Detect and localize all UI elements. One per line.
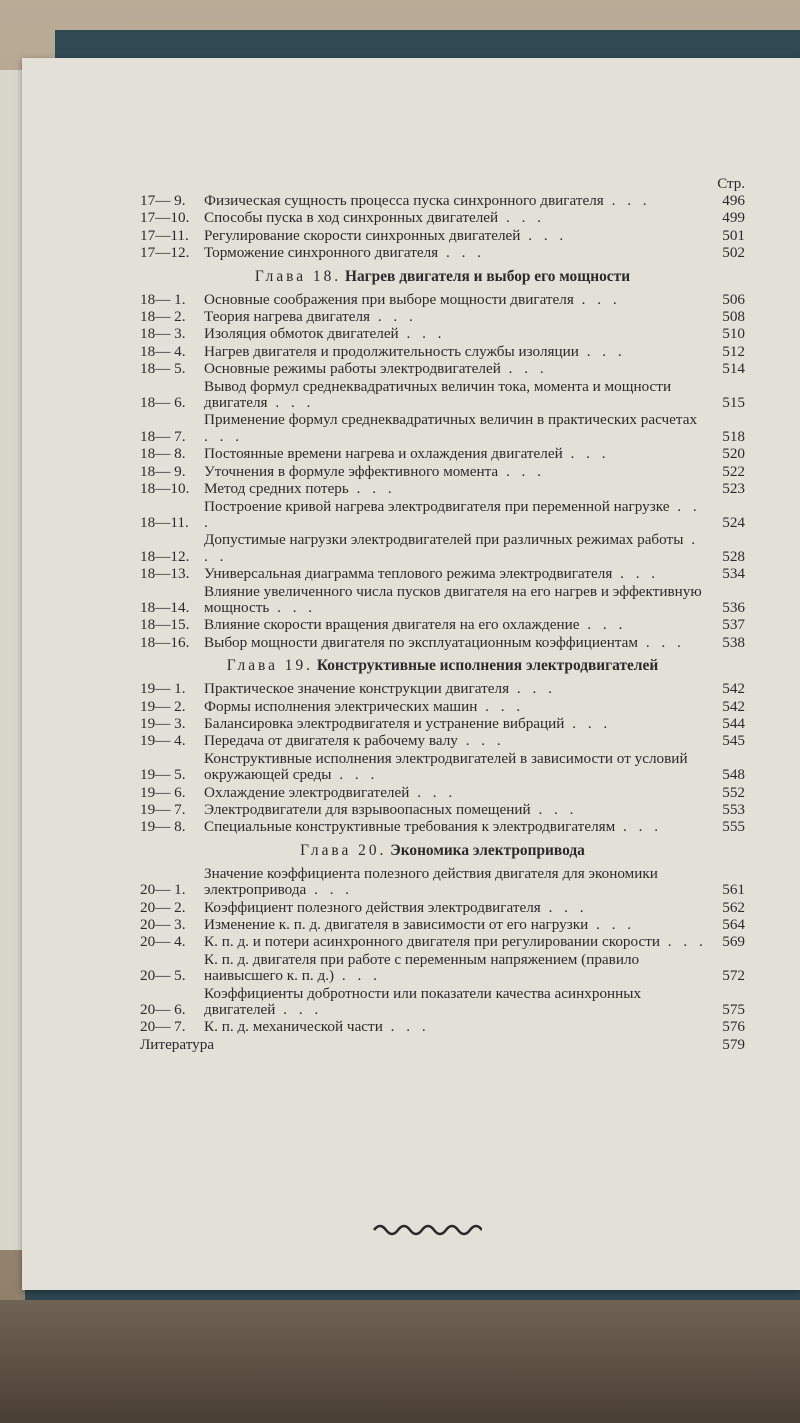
leader-dots: . . .	[509, 680, 556, 698]
toc-entry-number: 18— 3.	[140, 325, 186, 343]
toc-entry-title	[204, 681, 709, 697]
toc-entry-number: 19— 8.	[140, 818, 186, 836]
toc-entry-title	[204, 733, 709, 749]
toc-entry[interactable]	[140, 464, 745, 480]
toc-entry-number: 18—11.	[140, 513, 189, 531]
toc-entry[interactable]	[140, 900, 745, 916]
chapter-title: Конструктивные исполнения электродвигателей	[316, 657, 659, 675]
toc-entry-page: 545	[722, 732, 745, 750]
toc-entry-title	[204, 344, 709, 360]
toc-entry-page: 501	[722, 226, 745, 244]
toc-entry-text: Конструктивные исполнения электродвигателей в зависимости от условий окружающей среды	[204, 749, 688, 784]
toc-entry-title	[204, 379, 709, 412]
toc-entry-number: 18— 9.	[140, 462, 186, 480]
leader-dots: . . .	[520, 226, 568, 244]
leader-dots: . . .	[540, 898, 588, 916]
toc-entry-page: 499	[722, 209, 745, 227]
leader-dots: . . .	[370, 308, 417, 326]
toc-entry-title	[204, 917, 709, 933]
toc-entry-title	[204, 819, 709, 835]
toc-entry-number: 17—11.	[140, 226, 189, 244]
toc-entry-title	[204, 866, 709, 899]
toc-entry-title	[204, 802, 709, 818]
toc-entry-title	[204, 245, 709, 261]
toc-entry-title	[204, 446, 709, 462]
toc-entry-number: 18— 4.	[140, 342, 186, 360]
toc-entry-text: Построение кривой нагрева электродвигателя при переменной нагрузке	[204, 497, 670, 515]
leader-dots: . . .	[306, 881, 354, 899]
toc-entry-page: 562	[722, 898, 745, 916]
toc-entry-title	[204, 584, 709, 617]
toc-entry-title	[204, 481, 709, 497]
book-page	[22, 58, 800, 1290]
toc-entry-title	[204, 361, 709, 377]
toc-entry-number: 19— 2.	[140, 697, 186, 715]
chapter-heading[interactable]	[140, 268, 745, 286]
toc-entry-page: 514	[722, 360, 745, 378]
toc-entry-title	[204, 751, 709, 784]
leader-dots: . . .	[409, 783, 457, 801]
toc-entry-page: 506	[722, 290, 745, 308]
toc-entry-page: 538	[722, 633, 745, 651]
leader-dots: . . .	[578, 342, 626, 360]
toc-entry-text: К. п. д. и потери асинхронного двигателя при регулировании скорости	[204, 933, 660, 951]
toc-entry-title	[204, 785, 709, 801]
toc-entry[interactable]	[140, 934, 745, 950]
chapter-title: Нагрев двигателя и выбор его мощности	[345, 267, 631, 285]
toc-entry-text: Электродвигатели для взрывоопасных помещений	[204, 801, 531, 818]
literature-label: Литература	[140, 1035, 215, 1053]
toc-entry-text: Формы исполнения электрических машин	[204, 697, 478, 715]
leader-dots: . . .	[204, 497, 701, 531]
toc-entry[interactable]	[140, 699, 745, 715]
toc-entry-title	[204, 716, 709, 732]
toc-entry[interactable]	[140, 986, 745, 1019]
toc-entry[interactable]	[140, 326, 745, 342]
toc-entry-title	[204, 986, 709, 1019]
chapter-prefix: Глава 20.	[300, 841, 387, 859]
toc-entry[interactable]	[140, 681, 745, 697]
toc-entry-text: Физическая сущность процесса пуска синхронного двигателя	[204, 192, 604, 209]
toc-entry-text: Регулирование скорости синхронных двигателей	[204, 226, 521, 244]
leader-dots: . . .	[638, 633, 685, 651]
toc-entry[interactable]	[140, 1019, 745, 1035]
toc-entry-number: 18— 7.	[140, 427, 186, 445]
toc-entry-page: 502	[722, 244, 745, 262]
toc-entry-title	[204, 952, 709, 985]
toc-entry-page: 542	[722, 680, 745, 698]
toc-entry-page: 522	[722, 462, 745, 480]
toc-entry-text: Влияние увеличенного числа пусков двигателя на его нагрев и эффективную мощность	[204, 582, 702, 616]
toc-entry-page: 572	[722, 967, 745, 985]
toc-entry[interactable]	[140, 193, 745, 209]
toc-entry[interactable]	[140, 635, 745, 651]
toc-entry-page: 542	[722, 697, 745, 715]
toc-entry-text: Нагрев двигателя и продолжительность службы изоляции	[204, 342, 579, 360]
leader-dots: . . .	[612, 565, 660, 583]
toc-entry-text: Теория нагрева двигателя	[204, 308, 371, 326]
toc-entry-number: 19— 6.	[140, 783, 186, 801]
chapter-heading[interactable]	[140, 657, 745, 675]
toc-entry-number: 20— 3.	[140, 916, 186, 934]
literature-entry[interactable]	[140, 1037, 745, 1053]
chapter-title: Экономика электропривода	[390, 841, 585, 859]
toc-entry[interactable]	[140, 802, 745, 818]
toc-entry-text: Универсальная диаграмма теплового режима электродвигателя	[204, 565, 613, 583]
literature-page: 579	[722, 1035, 745, 1053]
toc-entry[interactable]	[140, 917, 745, 933]
toc-entry-number: 18—10.	[140, 480, 190, 498]
toc-entry-title	[204, 699, 709, 715]
toc-entry[interactable]	[140, 866, 745, 899]
toc-entry-text: Значение коэффициента полезного действия двигателя для экономики электропривода	[204, 864, 658, 899]
toc-entry[interactable]	[140, 309, 745, 325]
leader-dots: . . .	[562, 445, 610, 463]
leader-dots: . . .	[204, 531, 699, 565]
toc-entry-page: 508	[722, 308, 745, 326]
toc-entry-number: 19— 7.	[140, 801, 186, 818]
toc-entry-number: 18—12.	[140, 547, 190, 565]
decorative-ornament	[372, 1218, 482, 1238]
toc-entry-page: 515	[722, 394, 745, 412]
toc-entry[interactable]	[140, 292, 745, 308]
toc-entry[interactable]	[140, 532, 745, 565]
leader-dots: . . .	[564, 714, 612, 732]
toc-entry-title	[204, 617, 709, 633]
toc-entry-title	[204, 934, 709, 950]
toc-entry-text: Охлаждение электродвигателей	[204, 783, 410, 801]
leader-dots: . . .	[382, 1018, 430, 1036]
toc-entry-number: 17— 9.	[140, 192, 186, 209]
toc-entry-number: 20— 6.	[140, 1001, 186, 1019]
leader-dots: . . .	[573, 290, 621, 308]
toc-entry[interactable]	[140, 446, 745, 462]
toc-entry[interactable]	[140, 361, 745, 377]
toc-entry[interactable]	[140, 566, 745, 582]
chapter-prefix: Глава 19.	[226, 657, 314, 675]
toc-entry-number: 20— 4.	[140, 933, 186, 951]
toc-entry[interactable]	[140, 481, 745, 497]
toc-entry[interactable]	[140, 819, 745, 835]
toc-entry[interactable]	[140, 716, 745, 732]
toc-entry-text: К. п. д. двигателя при работе с переменным напряжением (правило наивысшего к. п. д.)	[204, 950, 640, 985]
leader-dots: . . .	[498, 209, 545, 227]
leader-dots: . . .	[267, 394, 315, 412]
toc-entry-title	[204, 292, 709, 308]
leader-dots: . . .	[588, 916, 636, 934]
toc-entry-text: Способы пуска в ход синхронных двигателей	[204, 209, 499, 227]
toc-entry[interactable]	[140, 952, 745, 985]
chapter-prefix: Глава 18.	[254, 267, 342, 285]
toc-entry[interactable]	[140, 412, 745, 445]
toc-entry-number: 17—12.	[140, 244, 190, 262]
toc-entry[interactable]	[140, 617, 745, 633]
toc-entry-text: Изоляция обмоток двигателей	[204, 325, 399, 343]
toc-entry[interactable]	[140, 499, 745, 532]
toc-entry-page: 528	[722, 547, 745, 565]
toc-entry-text: Основные соображения при выборе мощности двигателя	[204, 290, 574, 308]
toc-entry-number: 20— 1.	[140, 881, 186, 899]
toc-entry-title	[204, 532, 709, 565]
toc-entry-title	[204, 499, 709, 532]
toc-entry-text: Основные режимы работы электродвигателей	[204, 360, 501, 378]
toc-entry-text: Уточнения в формуле эффективного момента	[204, 462, 499, 480]
toc-entry-text: К. п. д. механической части	[204, 1018, 383, 1036]
leader-dots: . . .	[477, 697, 525, 715]
toc-entry-number: 18— 6.	[140, 394, 186, 412]
leader-dots: . . .	[269, 598, 317, 616]
toc-entry-number: 18—16.	[140, 633, 190, 651]
toc-entry[interactable]	[140, 344, 745, 360]
leader-dots: . . .	[660, 933, 707, 951]
toc-entry-text: Торможение синхронного двигателя	[204, 244, 439, 262]
toc-entry-text: Постоянные времени нагрева и охлаждения двигателей	[204, 445, 563, 463]
toc-entry-number: 18— 1.	[140, 290, 186, 308]
toc-entry-number: 18— 5.	[140, 360, 186, 378]
toc-entry-page: 548	[722, 766, 745, 784]
leader-dots: . . .	[530, 801, 578, 818]
leader-dots: . . .	[498, 462, 545, 480]
toc-entry-number: 18— 8.	[140, 445, 186, 463]
page-column-label: Стр.	[717, 176, 745, 192]
leader-dots: . . .	[398, 325, 446, 343]
toc-entry-page: 569	[722, 933, 745, 951]
leader-dots: . . .	[500, 360, 548, 378]
toc-entry-title	[204, 309, 709, 325]
toc-entry-number: 18—15.	[140, 616, 190, 634]
toc-entry-text: Вывод формул среднеквадратичных величин тока, момента и мощности двигателя	[204, 377, 672, 412]
toc-entry-number: 18—14.	[140, 598, 190, 616]
toc-entry-title	[204, 210, 709, 226]
toc-entry-page: 534	[722, 565, 745, 583]
toc-entry-number: 19— 1.	[140, 680, 186, 698]
toc-entry[interactable]	[140, 751, 745, 784]
toc-entry-text: Влияние скорости вращения двигателя на его охлаждение	[204, 616, 580, 634]
toc-entry-page: 537	[722, 616, 745, 634]
toc-entry-number: 18— 2.	[140, 308, 186, 326]
toc-entry-page: 524	[722, 513, 745, 531]
toc-entry-number: 19— 4.	[140, 732, 186, 750]
toc-entry-title	[204, 412, 709, 445]
toc-entry-number: 20— 5.	[140, 967, 186, 985]
toc-entry-number: 20— 7.	[140, 1018, 186, 1036]
leader-dots: . . .	[603, 192, 651, 209]
toc-entry[interactable]	[140, 228, 745, 244]
toc-entry-number: 20— 2.	[140, 898, 186, 916]
toc-entry-text: Коэффициенты добротности или показатели качества асинхронных двигателей	[204, 984, 642, 1019]
toc-entry-page: 523	[722, 480, 745, 498]
toc-entry-page: 576	[722, 1018, 745, 1036]
toc-entry-text: Специальные конструктивные требования к электродвигателям	[204, 818, 616, 836]
toc-entry-page: 553	[722, 801, 745, 818]
toc-entry-text: Балансировка электродвигателя и устранение вибраций	[204, 714, 565, 732]
toc-entry-page: 575	[722, 1001, 745, 1019]
toc-entry-title	[204, 1019, 709, 1035]
toc-entry-text: Изменение к. п. д. двигателя в зависимости от его нагрузки	[204, 916, 589, 934]
toc-entry-page: 510	[722, 325, 745, 343]
chapter-heading[interactable]	[140, 842, 745, 860]
toc-entry-page: 518	[722, 427, 745, 445]
toc-entry-page: 561	[722, 881, 745, 899]
toc-entry-title	[204, 900, 709, 916]
toc-entry-text: Практическое значение конструкции двигателя	[204, 680, 510, 698]
toc-entry[interactable]	[140, 584, 745, 617]
toc-entry-title	[204, 635, 709, 651]
leader-dots: . . .	[275, 1001, 323, 1019]
toc-entry-title	[204, 326, 709, 342]
toc-entry-text: Метод средних потерь	[204, 480, 349, 498]
toc-entry-title	[204, 566, 709, 582]
toc-entry-page: 564	[722, 916, 745, 934]
toc-entry[interactable]	[140, 733, 745, 749]
toc-entry-text: Допустимые нагрузки электродвигателей при различных режимах работы	[204, 531, 684, 549]
leader-dots: . . .	[579, 616, 627, 634]
leader-dots: . . .	[438, 244, 485, 262]
toc-entry-title	[204, 193, 709, 209]
toc-entry[interactable]	[140, 210, 745, 226]
toc-entry-page: 544	[722, 714, 745, 732]
leader-dots: . . .	[615, 818, 663, 836]
toc-entry[interactable]	[140, 245, 745, 261]
toc-entry-title	[204, 228, 709, 244]
toc-entry-page: 520	[722, 445, 745, 463]
toc-entry-text: Применение формул среднеквадратичных величин в практических расчетах	[204, 411, 698, 429]
toc-entry-number: 18—13.	[140, 565, 190, 583]
toc-entry-text: Выбор мощности двигателя по эксплуатационным коэффициентам	[204, 633, 639, 651]
toc-entry-page: 555	[722, 818, 745, 836]
leader-dots: . . .	[331, 766, 379, 784]
toc-entry-number: 17—10.	[140, 209, 190, 227]
floor-background	[0, 1300, 800, 1423]
leader-dots: . . .	[334, 967, 381, 985]
toc-entry-page: 536	[722, 598, 745, 616]
toc-entry-page: 496	[722, 192, 745, 209]
leader-dots: . . .	[348, 480, 396, 498]
toc-entry[interactable]	[140, 785, 745, 801]
table-of-contents	[140, 176, 745, 1053]
toc-entry-number: 19— 3.	[140, 714, 186, 732]
toc-entry[interactable]	[140, 379, 745, 412]
toc-entry-page: 512	[722, 342, 745, 360]
leader-dots: . . .	[457, 732, 505, 750]
toc-entry-page: 552	[722, 783, 745, 801]
toc-entry-text: Передача от двигателя к рабочему валу	[204, 732, 458, 750]
toc-entry-title	[204, 464, 709, 480]
toc-entry-number: 19— 5.	[140, 766, 186, 784]
leader-dots: . . .	[204, 427, 243, 445]
toc-entry-text: Коэффициент полезного действия электродвигателя	[204, 898, 541, 916]
